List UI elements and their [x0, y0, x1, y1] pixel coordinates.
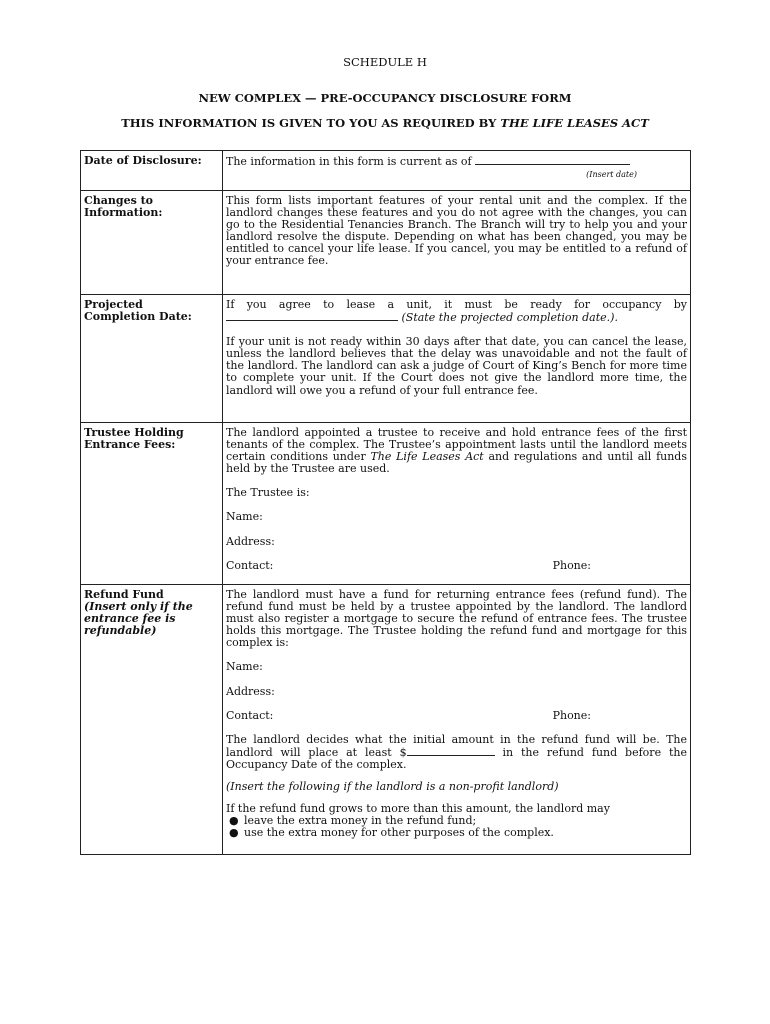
refund-amount-b: in the refund fund before the Occupancy Date of the complex. — [226, 745, 687, 771]
row-projected-completion — [81, 295, 691, 423]
label-line: (Insert only if the — [84, 600, 193, 614]
label-line: Completion Date: — [84, 310, 192, 324]
refund-contact-field[interactable]: Contact: — [226, 708, 274, 722]
trustee-address-field[interactable]: Address: — [226, 534, 275, 548]
refund-name-field[interactable]: Name: — [226, 660, 263, 674]
bullet-icon: ● — [229, 814, 239, 828]
cell-trustee — [223, 423, 691, 585]
row-refund-fund — [81, 585, 691, 855]
label-date-of-disclosure — [81, 151, 223, 191]
bullet-icon: ● — [229, 826, 239, 840]
trustee-text-b: and regulations and until all funds held by the Trustee are used. — [226, 450, 687, 476]
cell-refund — [223, 585, 691, 855]
date-hint: (Insert date) — [586, 170, 637, 180]
label-completion — [81, 295, 223, 423]
trustee-phone-field[interactable]: Phone: — [552, 558, 591, 572]
trustee-text-act: The Life Leases Act — [370, 450, 484, 464]
label-line: Information: — [84, 206, 163, 220]
changes-text: This form lists important features of your rental unit and the complex. If the landlord changes these features and you do not agree with the changes, you can go to the Residential Tenancies Branch. The Branch will try to help you and your landlord resolve the dispute. Depending on what has been changed, you may be entitled to cancel your life lease. If you cancel, you may be entitled to a refund of your entrance fee. — [226, 194, 687, 268]
schedule-label: SCHEDULE H — [343, 55, 427, 69]
label-line: Projected — [84, 298, 143, 311]
trustee-text-a: The landlord appointed a trustee to receive and hold entrance fees of the first tenants of the complex. The Trustee’s appointment lasts until the landlord meets certain conditions under — [226, 426, 687, 464]
label-text: Date of Disclosure: — [84, 154, 202, 167]
completion-hint: (State the projected completion date.). — [401, 311, 618, 325]
refund-text-1: The landlord must have a fund for returning entrance fees (refund fund). The refund fund must be held by a trustee appointed by the landlord. The landlord must also register a mortgage to secure the refund of entrance fees. The trustee holds this mortgage. The Trustee holding the refund fund and mortgage for this complex is: — [226, 588, 687, 650]
refund-phone-field[interactable]: Phone: — [552, 708, 591, 722]
subtitle-prefix: THIS INFORMATION IS GIVEN TO YOU AS REQUIRED BY — [121, 116, 501, 130]
trustee-is: The Trustee is: — [226, 486, 310, 500]
bullet-text: use the extra money for other purposes of the complex. — [244, 826, 554, 840]
label-line: Changes to — [84, 194, 154, 207]
list-item — [226, 827, 687, 839]
cell-changes — [223, 191, 691, 295]
completion-date-blank[interactable] — [226, 311, 398, 321]
label-line: entrance fee is — [84, 612, 176, 626]
refund-amount-a: The landlord decides what the initial amount in the refund fund will be. The landlord will place at least $ — [226, 732, 687, 759]
disclosure-text: The information in this form is current as of — [226, 155, 472, 168]
cell-completion — [223, 295, 691, 423]
label-line: Entrance Fees: — [84, 438, 176, 452]
completion-text-1: If you agree to lease a unit, it must be ready for occupancy by — [226, 298, 687, 311]
disclosure-table — [80, 150, 691, 855]
date-blank[interactable] — [475, 155, 630, 165]
bullet-text: leave the extra money in the refund fund; — [244, 814, 477, 828]
completion-text-2: If your unit is not ready within 30 days after that date, you can cancel the lease, unless the landlord believes that the delay was unavoidable and not the fault of the landlord. The landlord can ask a judge of Court of King’s Bench for more time to complete your unit. If the Court does not give the landlord more time, the landlord will owe you a refund of your full entrance fee. — [226, 335, 687, 397]
trustee-contact-field[interactable]: Contact: — [226, 558, 274, 572]
refund-address-field[interactable]: Address: — [226, 684, 275, 698]
label-trustee — [81, 423, 223, 585]
refund-amount-blank[interactable] — [407, 746, 495, 756]
form-title: NEW COMPLEX — PRE-OCCUPANCY DISCLOSURE FORM — [198, 91, 572, 105]
row-trustee-holding — [81, 423, 691, 585]
label-line: Refund Fund — [84, 588, 164, 601]
subtitle-act: THE LIFE LEASES ACT — [500, 116, 649, 130]
label-line: Trustee Holding — [84, 426, 184, 439]
row-date-of-disclosure — [81, 151, 691, 191]
refund-nonprofit-note: (Insert the following if the landlord is a non-profit landlord) — [226, 780, 559, 794]
form-subtitle — [0, 116, 770, 130]
refund-grows: If the refund fund grows to more than this amount, the landlord may — [226, 802, 610, 816]
label-line: refundable) — [84, 624, 157, 638]
trustee-name-field[interactable]: Name: — [226, 510, 263, 524]
row-changes-to-information — [81, 191, 691, 295]
refund-options-list — [226, 815, 687, 839]
label-refund — [81, 585, 223, 855]
label-changes — [81, 191, 223, 295]
cell-date-of-disclosure — [223, 151, 691, 191]
